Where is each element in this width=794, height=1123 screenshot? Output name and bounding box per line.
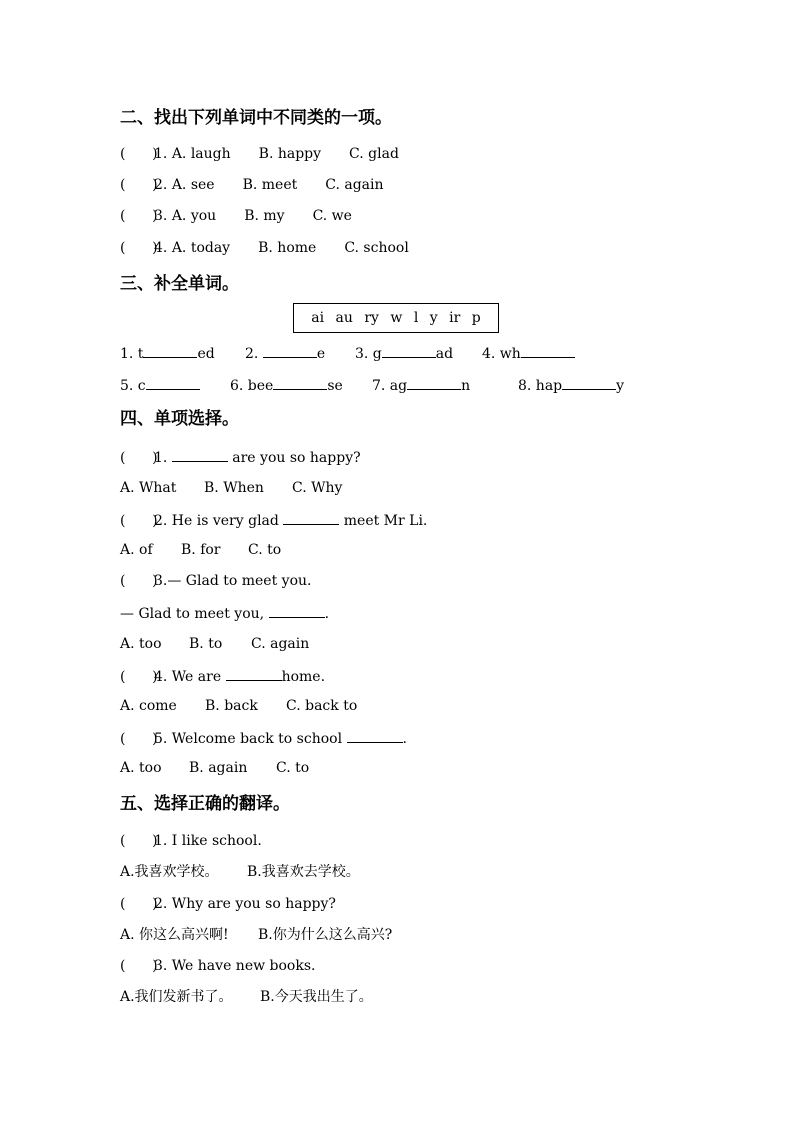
letter-box-text: ai au ry w l y ir p xyxy=(311,310,481,326)
s5-q3-options: A.我们发新书了。 B.今天我出生了。 xyxy=(120,989,373,1005)
letter-box xyxy=(293,303,499,333)
s4-q2-options: A. of B. for C. to xyxy=(120,542,282,558)
s5-q2: ( )2. Why are you so happy? xyxy=(120,896,336,912)
s4-q3-reply: — Glad to meet you, . xyxy=(120,603,329,623)
s4-q3-options: A. too B. to C. again xyxy=(120,636,310,652)
s5-q3: ( )3. We have new books. xyxy=(120,958,316,974)
s4-q1: ( )1. are you so happy? xyxy=(120,447,361,467)
s2-item-3: ( )3. A. you B. my C. we xyxy=(120,208,352,224)
s2-item-1: ( )1. A. laugh B. happy C. glad xyxy=(120,146,399,162)
s4-q4: ( )4. We are home. xyxy=(120,666,325,686)
s2-item-4: ( )4. A. today B. home C. school xyxy=(120,240,409,256)
s5-q2-options: A. 你这么高兴啊! B.你为什么这么高兴? xyxy=(120,927,393,943)
section-5-title: 五、选择正确的翻译。 xyxy=(120,794,290,814)
s5-q1-options: A.我喜欢学校。 B.我喜欢去学校。 xyxy=(120,864,360,880)
s2-item-2: ( )2. A. see B. meet C. again xyxy=(120,177,384,193)
section-4-title: 四、单项选择。 xyxy=(120,409,239,429)
s4-q5: ( )5. Welcome back to school . xyxy=(120,728,407,748)
s4-q4-options: A. come B. back C. back to xyxy=(120,698,358,714)
section-3-title: 三、补全单词。 xyxy=(120,274,239,294)
s3-row-2: 5. c 6. bee se 7. ag n 8. hap y xyxy=(120,375,624,395)
s4-q5-options: A. too B. again C. to xyxy=(120,760,310,776)
s5-q1: ( )1. I like school. xyxy=(120,833,262,849)
s4-q2: ( )2. He is very glad meet Mr Li. xyxy=(120,510,427,530)
s3-row-1: 1. t ed 2. e 3. g ad 4. wh xyxy=(120,343,575,363)
section-2-title: 二、找出下列单词中不同类的一项。 xyxy=(120,108,392,128)
s4-q3: ( )3.— Glad to meet you. xyxy=(120,573,312,589)
s4-q1-options: A. What B. When C. Why xyxy=(120,480,343,496)
